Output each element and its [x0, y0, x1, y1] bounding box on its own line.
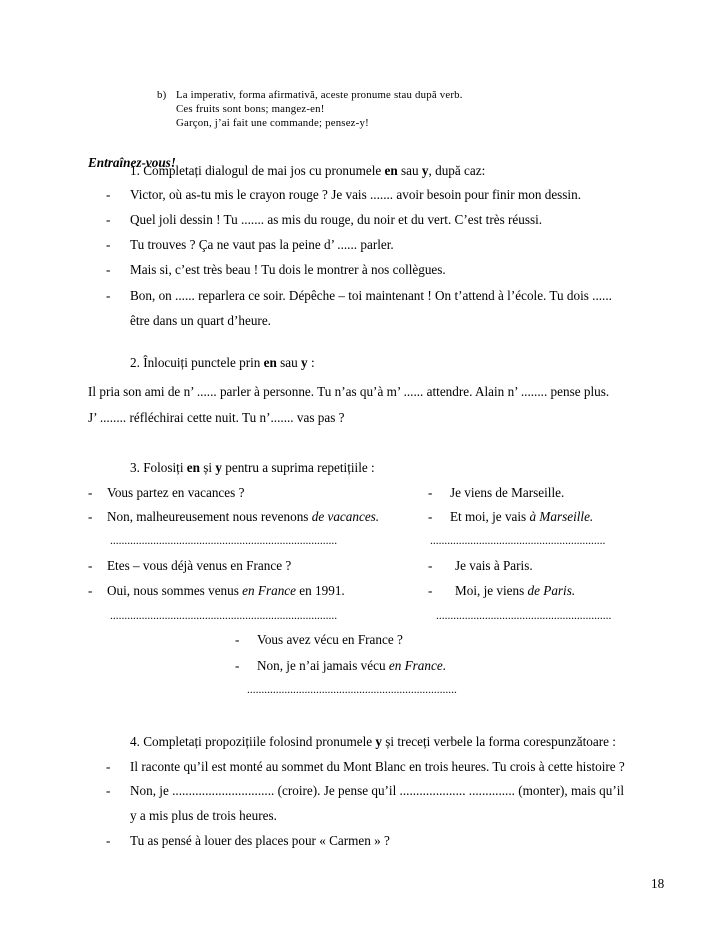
- ex1-line-5: Bon, on ...... reparlera ce soir. Dépêche – toi maintenant ! On t’attend à l’école. Tu dois ......: [130, 288, 612, 303]
- dialogue-dash: -: [428, 583, 433, 598]
- answer-dots-center: .........................................................................: [247, 684, 457, 696]
- ex3-left-2: Non, malheureusement nous revenons de vacances.: [107, 509, 380, 524]
- answer-dots-left-1: ...............................................................................: [110, 535, 338, 547]
- dialogue-dash: -: [106, 759, 111, 774]
- dialogue-dash: -: [88, 509, 93, 524]
- ex3-instruction: 3. Folosiți en și y pentru a suprima repetițiile :: [130, 460, 375, 475]
- ex2-instruction: 2. Înlocuiți punctele prin en sau y :: [130, 355, 315, 370]
- ex1-line-4: Mais si, c’est très beau ! Tu dois le montrer à nos collègues.: [130, 262, 446, 277]
- note-line-1: La imperativ, forma afirmativă, aceste pronume stau după verb.: [176, 89, 463, 101]
- dialogue-dash: -: [88, 583, 93, 598]
- ex1-line-2: Quel joli dessin ! Tu ....... as mis du rouge, du noir et du vert. C’est très réussi.: [130, 212, 543, 227]
- dialogue-dash: -: [428, 485, 433, 500]
- dialogue-dash: -: [235, 632, 240, 647]
- dialogue-dash: -: [428, 558, 433, 573]
- dialogue-dash: -: [88, 558, 93, 573]
- ex3-right-4: Moi, je viens de Paris.: [455, 583, 576, 598]
- ex1-line-6: être dans un quart d’heure.: [130, 313, 271, 328]
- dialogue-dash: -: [106, 187, 111, 202]
- dialogue-dash: -: [106, 237, 111, 252]
- section-heading: Entraînez-vous!: [88, 155, 176, 170]
- ex3-center-1: Vous avez vécu en France ?: [257, 632, 403, 647]
- ex3-left-3: Etes – vous déjà venus en France ?: [107, 558, 292, 573]
- note-line-2: Ces fruits sont bons; mangez-en!: [176, 103, 325, 115]
- dialogue-dash: -: [235, 658, 240, 673]
- ex3-left-1: Vous partez en vacances ?: [107, 485, 245, 500]
- ex3-right-2: Et moi, je vais à Marseille.: [450, 509, 594, 524]
- ex4-line-3: y a mis plus de trois heures.: [130, 808, 277, 823]
- ex1-line-1: Victor, où as-tu mis le crayon rouge ? Je vais ....... avoir besoin pour finir mon dessin.: [130, 187, 581, 202]
- answer-dots-left-2: ...............................................................................: [110, 610, 338, 622]
- ex1-line-3: Tu trouves ? Ça ne vaut pas la peine d’ ...... parler.: [130, 237, 394, 252]
- answer-dots-right-2: .............................................................: [436, 610, 612, 622]
- dialogue-dash: -: [106, 833, 111, 848]
- ex1-instruction: 1. Completați dialogul de mai jos cu pronumele en sau y, după caz:: [130, 163, 486, 178]
- dialogue-dash: -: [106, 212, 111, 227]
- ex3-right-1: Je viens de Marseille.: [450, 485, 565, 500]
- page-number: 18: [651, 876, 665, 891]
- ex2-line-2: J’ ........ réfléchirai cette nuit. Tu n’....... vas pas ?: [88, 410, 345, 425]
- note-marker: b): [157, 89, 167, 101]
- dialogue-dash: -: [428, 509, 433, 524]
- note-line-3: Garçon, j’ai fait une commande; pensez-y!: [176, 117, 369, 129]
- ex4-instruction: 4. Completați propozițiile folosind pronumele y și treceți verbele la forma corespunzătoare :: [130, 734, 616, 749]
- ex4-line-1: Il raconte qu’il est monté au sommet du Mont Blanc en trois heures. Tu crois à cette histoire ?: [130, 759, 625, 774]
- ex4-line-4: Tu as pensé à louer des places pour « Carmen » ?: [130, 833, 390, 848]
- ex2-line-1: Il pria son ami de n’ ...... parler à personne. Tu n’as qu’à m’ ...... attendre. Alain n’ ........ pense plus.: [88, 384, 610, 399]
- dialogue-dash: -: [106, 288, 111, 303]
- answer-dots-right-1: .............................................................: [430, 535, 606, 547]
- dialogue-dash: -: [88, 485, 93, 500]
- ex4-line-2: Non, je ............................... (croire). Je pense qu’il .................... .............. (monter), mais qu’il: [130, 783, 625, 798]
- dialogue-dash: -: [106, 262, 111, 277]
- ex3-right-3: Je vais à Paris.: [455, 558, 533, 573]
- dialogue-dash: -: [106, 783, 111, 798]
- ex3-center-2: Non, je n’ai jamais vécu en France.: [257, 658, 446, 673]
- ex3-left-4: Oui, nous sommes venus en France en 1991.: [107, 583, 345, 598]
